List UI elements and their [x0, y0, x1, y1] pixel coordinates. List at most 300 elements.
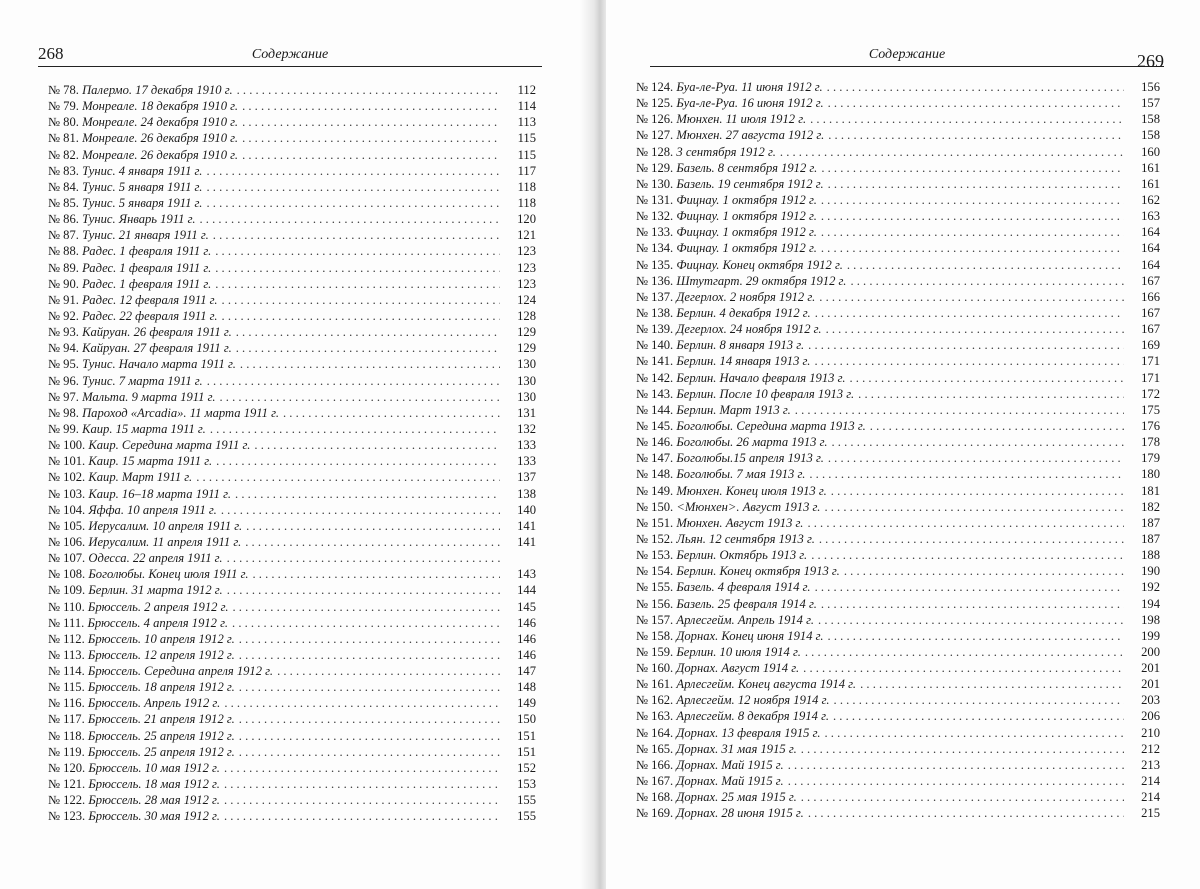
entry-number: № 105. — [48, 518, 86, 533]
dot-leader — [239, 728, 500, 744]
dot-leader — [833, 708, 1124, 724]
entry-number: № 119. — [48, 744, 85, 759]
entry-number: № 98. — [48, 405, 79, 420]
entry-title: Брюссель. 30 мая 1912 г. — [88, 809, 220, 824]
entry-page-number: 152 — [517, 760, 536, 775]
entry-number: № 128. — [636, 144, 674, 159]
entry-page-number: 118 — [517, 195, 536, 210]
toc-entry — [636, 741, 1160, 757]
entry-number: № 106. — [48, 534, 86, 549]
entry-title: Берлин. 14 января 1913 г. — [676, 354, 811, 369]
left-running-title: Содержание — [251, 47, 329, 62]
entry-title: Берлин. Конец октября 1913 г. — [676, 564, 840, 579]
dot-leader — [844, 563, 1124, 579]
toc-entry — [636, 805, 1160, 821]
entry-number: № 117. — [48, 712, 85, 727]
entry-number: № 130. — [636, 176, 674, 191]
entry-title: Фицнау. 1 октября 1912 г. — [676, 241, 817, 256]
entry-page-number: 153 — [517, 777, 536, 792]
entry-number: № 135. — [636, 257, 674, 272]
dot-leader — [252, 566, 500, 582]
dot-leader — [815, 579, 1124, 595]
entry-page-number: 181 — [1141, 483, 1160, 498]
entry-page-number: 157 — [1141, 96, 1160, 111]
dot-leader — [237, 82, 500, 98]
entry-title: Яффа. 10 апреля 1911 г. — [88, 502, 217, 517]
entry-page-number: 199 — [1141, 628, 1160, 643]
dot-leader — [821, 596, 1124, 612]
dot-leader — [810, 111, 1124, 127]
dot-leader — [206, 195, 500, 211]
entry-number: № 107. — [48, 551, 86, 566]
toc-entry — [636, 208, 1160, 224]
entry-number: № 166. — [636, 757, 674, 772]
entry-title: Тунис. 7 марта 1911 г. — [82, 373, 203, 388]
left-toc-list — [48, 82, 536, 824]
entry-number: № 90. — [48, 276, 79, 291]
dot-leader — [808, 337, 1124, 353]
entry-title: Брюссель. 4 апреля 1912 г. — [87, 615, 229, 630]
dot-leader — [242, 114, 500, 130]
entry-number: № 150. — [636, 499, 674, 514]
entry-title: Тунис. 5 января 1911 г. — [82, 179, 203, 194]
entry-title: Монреале. 26 декабря 1910 г. — [82, 147, 239, 162]
entry-title: Тунис. 4 января 1911 г. — [82, 163, 203, 178]
dot-leader — [803, 660, 1124, 676]
entry-number: № 120. — [48, 760, 86, 775]
entry-number: № 148. — [636, 467, 674, 482]
entry-number: № 92. — [48, 308, 79, 323]
entry-number: № 93. — [48, 325, 79, 340]
entry-number: № 101. — [48, 454, 86, 469]
entry-page-number: 151 — [517, 744, 536, 759]
entry-number: № 82. — [48, 147, 79, 162]
entry-title: Пароход «Arcadia». 11 марта 1911 г. — [82, 405, 279, 420]
entry-title: Базель. 4 февраля 1914 г. — [676, 580, 811, 595]
entry-title: Фицнау. Конец октября 1912 г. — [676, 257, 843, 272]
toc-entry — [48, 324, 536, 340]
entry-number: № 137. — [636, 289, 674, 304]
entry-number: № 81. — [48, 131, 79, 146]
entry-number: № 102. — [48, 470, 86, 485]
entry-page-number: 117 — [517, 163, 536, 178]
entry-page-number: 160 — [1141, 144, 1160, 159]
entry-number: № 94. — [48, 341, 79, 356]
entry-number: № 118. — [48, 728, 85, 743]
toc-entry — [636, 111, 1160, 127]
dot-leader — [216, 453, 500, 469]
entry-title: Каир. 15 марта 1911 г. — [82, 421, 206, 436]
entry-number: № 88. — [48, 244, 79, 259]
toc-entry — [636, 596, 1160, 612]
dot-leader — [788, 773, 1124, 789]
dot-leader — [808, 805, 1124, 821]
entry-page-number: 148 — [517, 680, 536, 695]
toc-entry — [48, 534, 536, 550]
entry-page-number: 182 — [1141, 499, 1160, 514]
entry-page-number: 114 — [517, 99, 536, 114]
toc-entry — [636, 628, 1160, 644]
entry-title: Мюнхен. 11 июля 1912 г. — [676, 112, 807, 127]
dot-leader — [254, 437, 500, 453]
dot-leader — [206, 179, 500, 195]
entry-number: № 147. — [636, 451, 674, 466]
toc-entry — [636, 418, 1160, 434]
dot-leader — [210, 421, 500, 437]
entry-number: № 154. — [636, 564, 674, 579]
entry-number: № 142. — [636, 370, 674, 385]
entry-number: № 138. — [636, 305, 674, 320]
entry-number: № 85. — [48, 195, 79, 210]
toc-entry — [48, 663, 536, 679]
dot-leader — [246, 518, 500, 534]
entry-page-number: 124 — [517, 292, 536, 307]
dot-leader — [821, 208, 1124, 224]
entry-title: Берлин. 31 марта 1912 г. — [88, 583, 223, 598]
entry-title: Берлин. 8 января 1913 г. — [676, 338, 805, 353]
entry-number: № 78. — [48, 83, 79, 97]
toc-entry — [636, 176, 1160, 192]
entry-number: № 151. — [636, 515, 674, 530]
entry-title: Боголюбы. 26 марта 1913 г. — [676, 435, 828, 450]
entry-page-number: 130 — [517, 357, 536, 372]
entry-number: № 111. — [48, 615, 85, 630]
dot-leader — [834, 692, 1124, 708]
entry-page-number: 201 — [1141, 677, 1160, 692]
entry-page-number: 166 — [1141, 289, 1160, 304]
toc-entry — [636, 466, 1160, 482]
entry-title: Тунис. 5 января 1911 г. — [82, 195, 203, 210]
entry-title: Базель. 8 сентября 1912 г. — [676, 160, 818, 175]
entry-number: № 129. — [636, 160, 674, 175]
entry-title: Дорнах. Май 1915 г. — [676, 757, 784, 772]
entry-page-number: 130 — [517, 389, 536, 404]
dot-leader — [815, 305, 1124, 321]
toc-entry — [636, 725, 1160, 741]
dot-leader — [242, 98, 500, 114]
toc-entry — [636, 434, 1160, 450]
entry-page-number: 200 — [1141, 644, 1160, 659]
entry-page-number: 155 — [517, 793, 536, 808]
entry-number: № 100. — [48, 438, 86, 453]
entry-number: № 127. — [636, 128, 674, 143]
toc-entry — [48, 695, 536, 711]
dot-leader — [227, 582, 500, 598]
entry-title: Брюссель. 10 мая 1912 г. — [88, 760, 220, 775]
entry-page-number: 115 — [517, 147, 536, 162]
dot-leader — [222, 292, 500, 308]
entry-page-number: 201 — [1141, 661, 1160, 676]
entry-number: № 109. — [48, 583, 86, 598]
entry-number: № 99. — [48, 421, 79, 436]
entry-title: Тунис. 21 января 1911 г. — [82, 228, 209, 243]
entry-number: № 123. — [48, 809, 86, 824]
dot-leader — [824, 499, 1124, 515]
entry-title: Берлин. Октябрь 1913 г. — [676, 548, 808, 563]
dot-leader — [847, 257, 1124, 273]
entry-number: № 144. — [636, 402, 674, 417]
toc-entry — [48, 582, 536, 598]
dot-leader — [239, 711, 500, 727]
entry-number: № 136. — [636, 273, 674, 288]
right-toc-list — [636, 79, 1160, 821]
entry-title: Палермо. 17 декабря 1910 г. — [82, 83, 233, 97]
entry-title: Радес. 1 февраля 1911 г. — [82, 260, 212, 275]
dot-leader — [819, 289, 1124, 305]
entry-number: № 141. — [636, 354, 674, 369]
entry-number: № 97. — [48, 389, 79, 404]
entry-title: Монреале. 24 декабря 1910 г. — [82, 115, 239, 130]
entry-page-number: 164 — [1141, 241, 1160, 256]
entry-page-number: 167 — [1141, 305, 1160, 320]
entry-number: № 132. — [636, 209, 674, 224]
entry-number: № 114. — [48, 664, 85, 679]
entry-page-number: 155 — [517, 809, 536, 824]
entry-number: № 87. — [48, 228, 79, 243]
entry-page-number: 169 — [1141, 338, 1160, 353]
entry-page-number: 147 — [517, 664, 536, 679]
entry-number: № 163. — [636, 709, 674, 724]
toc-entry — [48, 147, 536, 163]
right-page — [606, 0, 1200, 889]
toc-entry — [48, 421, 536, 437]
dot-leader — [828, 176, 1124, 192]
dot-leader — [814, 353, 1124, 369]
entry-number: № 161. — [636, 677, 674, 692]
toc-entry — [48, 308, 536, 324]
entry-page-number: 146 — [517, 631, 536, 646]
dot-leader — [242, 147, 500, 163]
entry-title: Радес. 22 февраля 1911 г. — [82, 308, 218, 323]
entry-number: № 83. — [48, 163, 79, 178]
entry-title: Мюнхен. 27 августа 1912 г. — [676, 128, 825, 143]
right-page-number: 269 — [1137, 51, 1164, 71]
entry-number: № 79. — [48, 99, 79, 114]
entry-title: Дорнах. Август 1914 г. — [676, 661, 800, 676]
entry-page-number: 206 — [1141, 709, 1160, 724]
toc-entry — [636, 144, 1160, 160]
entry-title: Брюссель. 18 апреля 1912 г. — [87, 680, 235, 695]
entry-number: № 91. — [48, 292, 79, 307]
entry-title: Фицнау. 1 октября 1912 г. — [676, 225, 817, 240]
toc-entry — [636, 257, 1160, 273]
toc-entry — [636, 708, 1160, 724]
dot-leader — [240, 356, 500, 372]
entry-number: № 153. — [636, 548, 674, 563]
entry-page-number: 212 — [1141, 741, 1160, 756]
entry-number: № 160. — [636, 661, 674, 676]
entry-title: Тунис. Январь 1911 г. — [82, 212, 196, 227]
entry-number: № 164. — [636, 725, 674, 740]
toc-entry — [48, 211, 536, 227]
entry-page-number: 133 — [517, 438, 536, 453]
dot-leader — [239, 679, 500, 695]
entry-page-number: 140 — [517, 502, 536, 517]
entry-page-number: 141 — [517, 518, 536, 533]
toc-entry — [636, 224, 1160, 240]
dot-leader — [196, 469, 500, 485]
entry-page-number: 128 — [517, 308, 536, 323]
entry-page-number: 162 — [1141, 192, 1160, 207]
entry-page-number: 130 — [517, 373, 536, 388]
entry-title: Кайруан. 27 февраля 1911 г. — [82, 341, 232, 356]
entry-title: Боголюбы.15 апреля 1913 г. — [676, 451, 824, 466]
toc-entry — [636, 160, 1160, 176]
entry-title: Базель. 25 февраля 1914 г. — [676, 596, 817, 611]
entry-number: № 96. — [48, 373, 79, 388]
entry-number: № 80. — [48, 115, 79, 130]
entry-page-number: 145 — [517, 599, 536, 614]
entry-title: Брюссель. 12 апреля 1912 г. — [87, 647, 235, 662]
entry-title: Брюссель. 28 мая 1912 г. — [88, 793, 220, 808]
toc-entry — [48, 389, 536, 405]
toc-entry — [48, 227, 536, 243]
entry-page-number: 151 — [517, 728, 536, 743]
entry-page-number: 132 — [517, 421, 536, 436]
entry-title: Монреале. 18 декабря 1910 г. — [82, 99, 239, 114]
toc-entry — [48, 356, 536, 372]
entry-page-number: 164 — [1141, 225, 1160, 240]
entry-page-number: 118 — [517, 179, 536, 194]
toc-entry — [636, 757, 1160, 773]
toc-entry — [48, 405, 536, 421]
entry-page-number: 112 — [517, 83, 536, 97]
entry-page-number: 113 — [517, 115, 536, 130]
entry-title: Берлин. 10 июля 1914 г. — [676, 644, 801, 659]
entry-title: Брюссель. 10 апреля 1912 г. — [87, 631, 235, 646]
entry-title: Одесса. 22 апреля 1911 г. — [88, 551, 223, 566]
entry-title: <Мюнхен>. Август 1913 г. — [676, 499, 821, 514]
toc-entry — [48, 98, 536, 114]
entry-title: Боголюбы. Конец июля 1911 г. — [88, 567, 249, 582]
dot-leader — [821, 240, 1124, 256]
entry-number: № 116. — [48, 696, 85, 711]
toc-entry — [48, 808, 536, 824]
entry-page-number: 133 — [517, 454, 536, 469]
toc-entry — [48, 728, 536, 744]
entry-title: Базель. 19 сентября 1912 г. — [676, 176, 824, 191]
toc-entry — [636, 644, 1160, 660]
entry-page-number: 215 — [1141, 806, 1160, 821]
entry-page-number: 172 — [1141, 386, 1160, 401]
toc-entry — [636, 337, 1160, 353]
entry-number: № 159. — [636, 644, 674, 659]
entry-title: Мюнхен. Август 1913 г. — [676, 515, 804, 530]
toc-entry — [48, 518, 536, 534]
toc-entry — [636, 305, 1160, 321]
dot-leader — [850, 273, 1124, 289]
dot-leader — [821, 224, 1124, 240]
toc-entry — [636, 402, 1160, 418]
toc-entry — [636, 127, 1160, 143]
toc-entry — [48, 792, 536, 808]
dot-leader — [221, 502, 500, 518]
entry-title: Дорнах. Конец июня 1914 г. — [676, 628, 824, 643]
left-page-number: 268 — [38, 44, 64, 63]
entry-title: Радес. 12 февраля 1911 г. — [82, 292, 218, 307]
toc-entry — [636, 692, 1160, 708]
entry-page-number: 178 — [1141, 435, 1160, 450]
dot-leader — [215, 260, 500, 276]
entry-title: Берлин. После 10 февраля 1913 г. — [676, 386, 855, 401]
entry-number: № 122. — [48, 793, 86, 808]
toc-entry — [48, 195, 536, 211]
entry-title: Буа-ле-Руа. 16 июня 1912 г. — [676, 96, 824, 111]
entry-page-number: 141 — [517, 534, 536, 549]
entry-title: Брюссель. Апрель 1912 г. — [87, 696, 221, 711]
entry-title: Берлин. Начало февраля 1913 г. — [676, 370, 846, 385]
entry-title: Брюссель. Середина апреля 1912 г. — [87, 664, 274, 679]
entry-number: № 169. — [636, 806, 674, 821]
entry-number: № 95. — [48, 357, 79, 372]
entry-number: № 113. — [48, 647, 85, 662]
entry-page-number: 120 — [517, 212, 536, 227]
dot-leader — [239, 631, 500, 647]
entry-page-number: 164 — [1141, 257, 1160, 272]
entry-number: № 126. — [636, 112, 674, 127]
entry-number: № 86. — [48, 212, 79, 227]
toc-entry — [48, 486, 536, 502]
dot-leader — [242, 130, 500, 146]
entry-page-number: 137 — [517, 470, 536, 485]
entry-number: № 131. — [636, 192, 674, 207]
entry-title: Радес. 1 февраля 1911 г. — [82, 244, 212, 259]
dot-leader — [236, 340, 500, 356]
entry-number: № 139. — [636, 322, 674, 337]
left-page — [0, 0, 594, 889]
toc-entry — [636, 773, 1160, 789]
entry-title: Дорнах. Май 1915 г. — [676, 774, 784, 789]
entry-number: № 133. — [636, 225, 674, 240]
entry-number: № 112. — [48, 631, 85, 646]
entry-page-number: 150 — [517, 712, 536, 727]
toc-entry — [48, 243, 536, 259]
entry-number: № 167. — [636, 774, 674, 789]
entry-page-number: 143 — [517, 567, 536, 582]
entry-page-number: 175 — [1141, 402, 1160, 417]
entry-page-number: 161 — [1141, 160, 1160, 175]
dot-leader — [870, 418, 1124, 434]
entry-title: Берлин. 4 декабря 1912 г. — [676, 305, 811, 320]
entry-number: № 103. — [48, 486, 86, 501]
toc-entry — [636, 321, 1160, 337]
entry-number: № 145. — [636, 418, 674, 433]
entry-page-number: 167 — [1141, 322, 1160, 337]
entry-number: № 162. — [636, 693, 674, 708]
toc-entry — [48, 260, 536, 276]
dot-leader — [224, 695, 500, 711]
dot-leader — [801, 789, 1124, 805]
entry-title: Брюссель. 2 апреля 1912 г. — [87, 599, 229, 614]
entry-title: Дегерлох. 2 ноября 1912 г. — [676, 289, 816, 304]
entry-page-number: 163 — [1141, 209, 1160, 224]
entry-number: № 104. — [48, 502, 86, 517]
left-page-header — [38, 42, 542, 67]
entry-page-number: 210 — [1141, 725, 1160, 740]
toc-entry — [636, 79, 1160, 95]
entry-number: № 124. — [636, 80, 674, 94]
dot-leader — [828, 127, 1124, 143]
dot-leader — [213, 227, 500, 243]
entry-title: Фицнау. 1 октября 1912 г. — [676, 209, 817, 224]
toc-entry — [636, 579, 1160, 595]
dot-leader — [215, 243, 500, 259]
entry-title: Дорнах. 13 февраля 1915 г. — [676, 725, 821, 740]
toc-entry — [636, 499, 1160, 515]
dot-leader — [224, 792, 500, 808]
entry-page-number: 171 — [1141, 354, 1160, 369]
dot-leader — [222, 308, 500, 324]
